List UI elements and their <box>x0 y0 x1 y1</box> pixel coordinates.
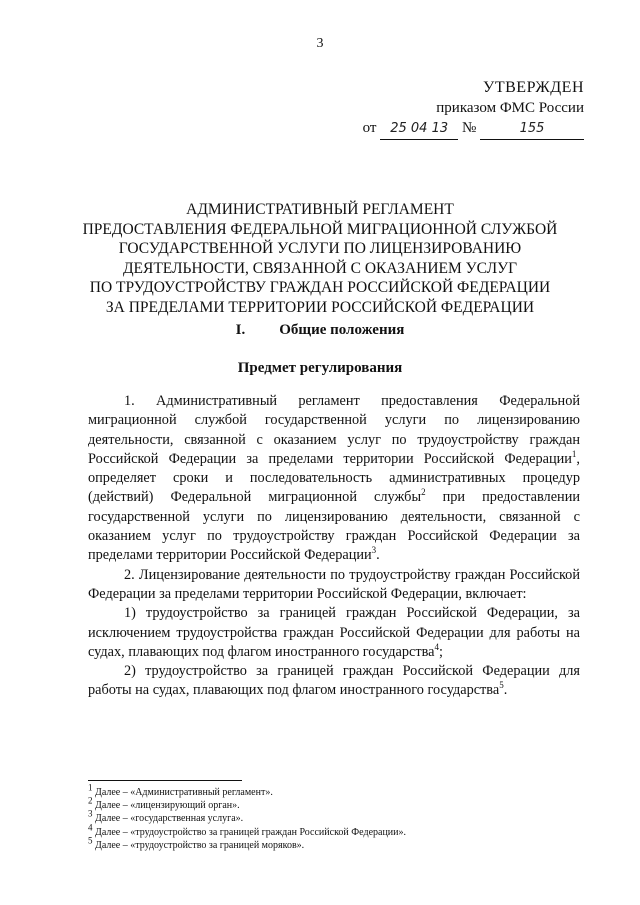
title-line: ДЕЯТЕЛЬНОСТИ, СВЯЗАННОЙ С ОКАЗАНИЕМ УСЛУГ <box>122 259 518 277</box>
subsection-heading: Предмет регулирования <box>237 360 403 376</box>
footnote-ref: 2 <box>421 487 426 498</box>
number-prefix: № <box>461 120 477 136</box>
footnote <box>88 782 580 799</box>
footnote-number: 4 <box>88 822 93 833</box>
section-number: I. <box>235 322 246 338</box>
approval-title: УТВЕРЖДЕН <box>483 79 584 96</box>
handwritten-date: 25 04 13 <box>380 119 458 140</box>
footnote <box>88 822 580 839</box>
title-line: ГОСУДАРСТВЕННОЙ УСЛУГИ ПО ЛИЦЕНЗИРОВАНИЮ <box>118 240 522 258</box>
title-line: ПО ТРУДОУСТРОЙСТВУ ГРАЖДАН РОССИЙСКОЙ ФЕДЕРАЦИИ <box>89 279 551 297</box>
date-prefix: от <box>362 120 377 136</box>
document-body <box>88 392 580 701</box>
footnote <box>88 795 580 812</box>
footnote-number: 1 <box>88 782 93 793</box>
footnote-number: 3 <box>88 809 93 820</box>
footnote-text: Далее – «Административный регламент». <box>92 787 273 798</box>
approval-date-number <box>284 118 584 140</box>
footnote-divider <box>88 780 242 781</box>
document-title <box>60 200 580 318</box>
footnote-ref: 3 <box>371 545 377 556</box>
footnote-number: 5 <box>88 835 93 846</box>
title-line: АДМИНИСТРАТИВНЫЙ РЕГЛАМЕНТ <box>186 201 454 218</box>
footnote <box>88 809 580 825</box>
footnote-ref: 5 <box>499 680 504 691</box>
paragraph-text: 1. Административный регламент предоставления Федеральной миграционной службой государственной услуги по лицензированию деятельности, связанной с оказанием услуг по трудоустройству граждан Российской Федерации за пределами территории Российской Федерации <box>88 393 580 467</box>
approval-order: приказом ФМС России <box>436 100 584 116</box>
approval-block <box>284 78 584 140</box>
footnote-number: 2 <box>88 795 93 806</box>
page-number: 3 <box>316 36 324 51</box>
footnote-ref: 1 <box>571 449 577 460</box>
footnote-text: Далее – «государственная услуга». <box>92 813 244 825</box>
footnote-text: Далее – «лицензирующий орган». <box>92 800 240 812</box>
footnote-ref: 4 <box>434 642 439 653</box>
paragraph-2: 2. Лицензирование деятельности по трудоустройству граждан Российской Федерации за пределами территории Российской Федерации, включает: <box>88 566 580 602</box>
paragraph-4 <box>88 662 580 701</box>
paragraph-1 <box>88 392 580 566</box>
paragraph-text: 1) трудоустройство за границей граждан Российской Федерации, за исключением трудоустройства граждан Российской Федерации для работы на судах, плавающих под флагом иностранного государства <box>88 605 580 660</box>
footnotes <box>88 782 580 852</box>
title-line: ПРЕДОСТАВЛЕНИЯ ФЕДЕРАЛЬНОЙ МИГРАЦИОННОЙ СЛУЖБОЙ <box>82 220 558 238</box>
paragraph-3 <box>88 604 580 662</box>
paragraph-text: ; <box>439 643 443 660</box>
title-line: ЗА ПРЕДЕЛАМИ ТЕРРИТОРИИ РОССИЙСКОЙ ФЕДЕРАЦИИ <box>105 298 535 316</box>
section-heading <box>0 322 640 339</box>
footnote <box>88 835 580 852</box>
footnote-text: Далее – «трудоустройство за границей граждан Российской Федерации». <box>92 826 407 838</box>
paragraph-text: . <box>503 682 508 699</box>
footnote-text: Далее – «трудоустройство за границей моряков». <box>92 839 305 851</box>
paragraph-text: . <box>376 547 380 564</box>
section-title: Общие положения <box>279 322 405 338</box>
paragraph-text: при предоставлении государственной услуги по лицензированию деятельности, связанной с оказанием услуг по трудоустройству граждан Российской Федерации за пределами территории Российской Федерации <box>88 489 580 564</box>
paragraph-text: 2) трудоустройство за границей граждан Российской Федерации для работы на судах, плавающих под флагом иностранного государства <box>88 663 580 699</box>
handwritten-number: 155 <box>480 119 584 140</box>
paragraph-text: , определяет сроки и последовательность административных процедур (действий) Федеральной миграционной службы <box>88 450 580 506</box>
